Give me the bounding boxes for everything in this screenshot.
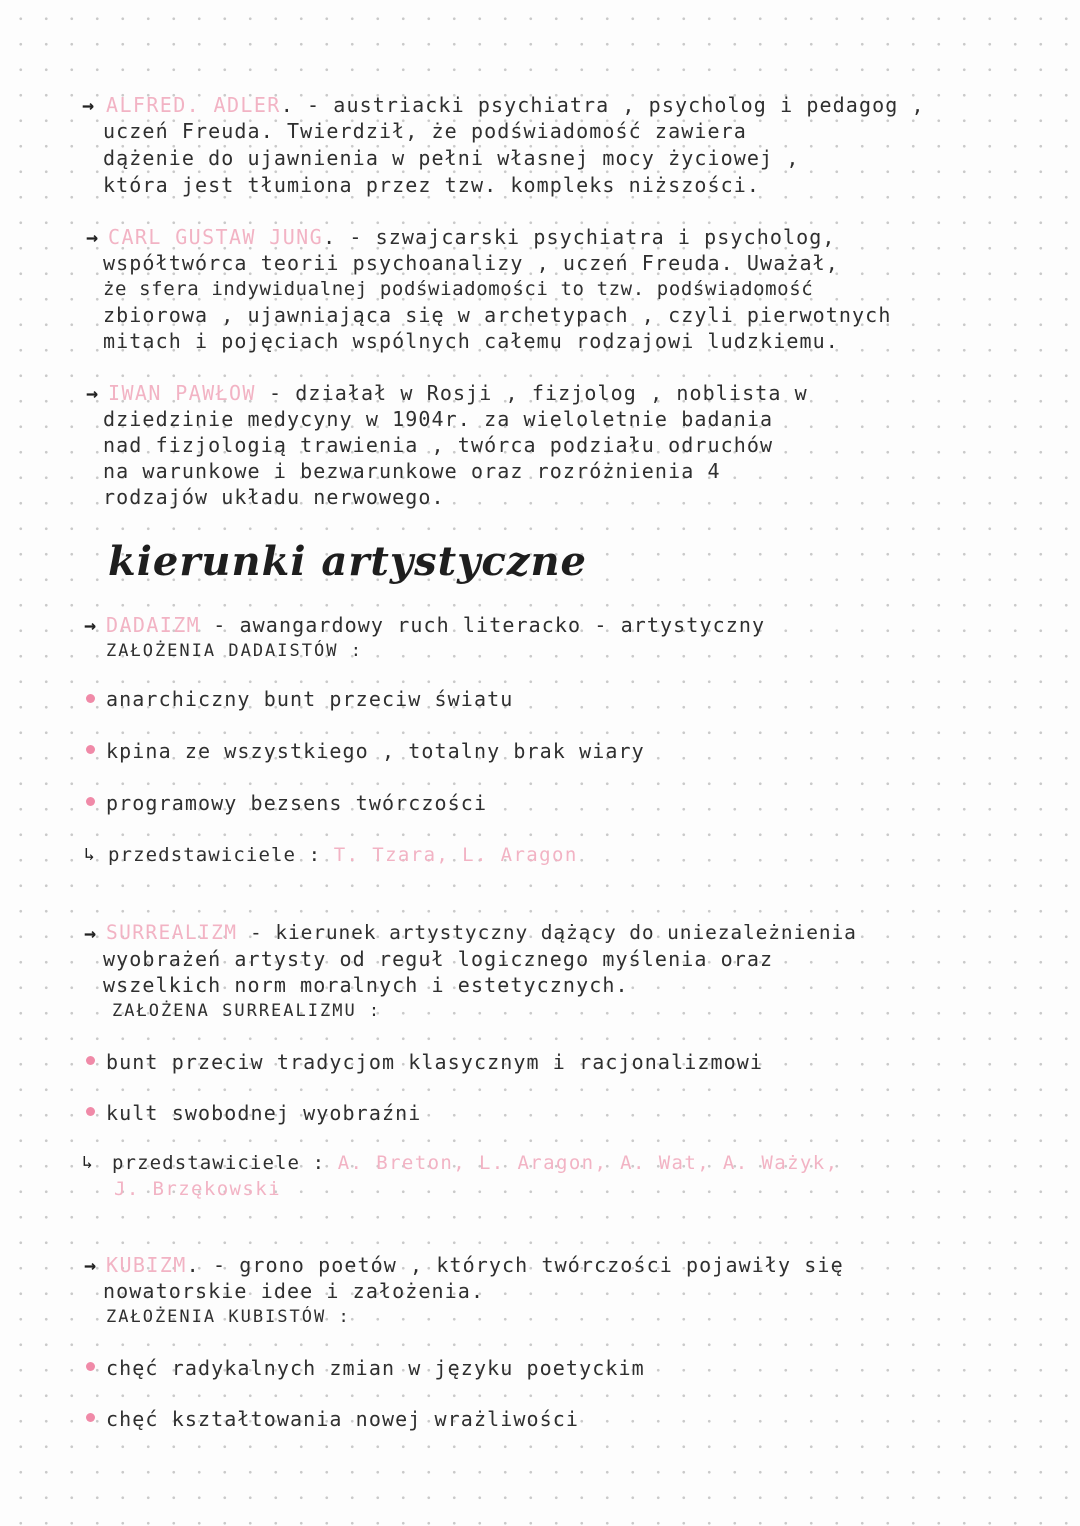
surrealizm-line-1: SURREALIZM - kierunek artystyczny dążący do uniezależnienia [106, 921, 857, 944]
sub-arrow-icon: ↳ [84, 844, 95, 865]
pawlow-line-2: dziedzinie medycyny w 1904r. za wieloletnie badania [103, 407, 774, 431]
pawlow-line-4: na warunkowe i bezwarunkowe oraz rozróżnienia 4 [103, 459, 721, 483]
surrealizm-reps: przedstawiciele : A. Breton, L. Aragon, A. Wat, A. Ważyk, [112, 1152, 839, 1174]
jung-line-5: mitach i pojęciach wspólnych całemu rodzajowi ludzkiemu. [103, 329, 839, 353]
adler-line-4: która jest tłumiona przez tzw. kompleks niższości. [103, 173, 761, 197]
bullet-icon [86, 694, 95, 703]
arrow-icon: → [84, 1253, 97, 1277]
pawlow-line-5: rodzajów układu nerwowego. [103, 485, 445, 509]
pawlow-line-1: IWAN PAWŁOW - działał w Rosji , fizjolog , noblista w [108, 381, 808, 405]
dadaizm-name: DADAIZM [106, 613, 201, 637]
dadaizm-bullet-3: programowy bezsens twórczości [106, 791, 488, 815]
sub-arrow-icon: ↳ [82, 1152, 93, 1173]
kubizm-bullet-2: chęć kształtowania nowej wrażliwości [106, 1407, 580, 1431]
adler-line-1: ALFRED. ADLER. - austriacki psychiatra , psycholog i pedagog , [106, 93, 925, 117]
dadaizm-reps: przedstawiciele : T. Tzara, L. Aragon [108, 844, 578, 866]
kubizm-subheading: ZAŁOŻENIA KUBISTÓW : [106, 1307, 351, 1327]
surrealizm-bullet-2: kult swobodnej wyobraźni [106, 1101, 422, 1125]
jung-line-2: współtwórca teorii psychoanalizy , uczeń Freuda. Uważał, [103, 251, 839, 275]
jung-line-1: CARL GUSTAW JUNG. - szwajcarski psychiatra i psycholog, [108, 225, 836, 249]
surrealizm-bullet-1: bunt przeciw tradycjom klasycznym i racjonalizmowi [106, 1050, 764, 1074]
pawlow-name: IWAN PAWŁOW [108, 381, 256, 405]
dadaizm-bullet-2: kpina ze wszystkiego , totalny brak wiary [106, 739, 645, 763]
bullet-icon [86, 797, 95, 806]
surrealizm-subheading: ZAŁOŻENA SURREALIZMU : [112, 1001, 382, 1021]
jung-line-4: zbiorowa , ujawniająca się w archetypach , czyli pierwotnych [103, 303, 892, 327]
bullet-icon [86, 1056, 95, 1065]
arrow-icon: → [86, 381, 99, 405]
surrealizm-line-3: wszelkich norm moralnych i estetycznych. [103, 973, 629, 997]
surrealizm-line-2: wyobrażeń artysty od reguł logicznego myślenia oraz [103, 947, 774, 971]
kubizm-line-2: nowatorskie idee i założenia. [103, 1279, 485, 1303]
section-heading: kierunki artystyczne [108, 538, 587, 585]
surrealizm-reps-continued: J. Brzękowski [114, 1178, 281, 1200]
jung-line-3: że sfera indywidualnej podświadomości to tzw. podświadomość [103, 278, 814, 300]
arrow-icon: → [84, 613, 97, 637]
adler-line-3: dążenie do ujawnienia w pełni własnej mocy życiowej , [103, 146, 800, 170]
adler-line-2: uczeń Freuda. Twierdził, że podświadomość zawiera [103, 119, 747, 143]
dadaizm-line-1: DADAIZM - awangardowy ruch literacko - artystyczny [106, 613, 766, 637]
arrow-icon: → [82, 93, 95, 117]
arrow-icon: → [86, 225, 99, 249]
bullet-icon [86, 745, 95, 754]
kubizm-bullet-1: chęć radykalnych zmian w języku poetyckim [106, 1356, 645, 1380]
kubizm-name: KUBIZM [106, 1253, 187, 1277]
jung-name: CARL GUSTAW JUNG [108, 225, 324, 249]
dadaizm-subheading: ZAŁOŻENIA DADAISTÓW : [106, 641, 363, 661]
arrow-icon: → [84, 921, 97, 945]
pawlow-line-3: nad fizjologią trawienia , twórca podziału odruchów [103, 433, 774, 457]
surrealizm-name: SURREALIZM [106, 921, 238, 944]
bullet-icon [86, 1362, 95, 1371]
bullet-icon [86, 1107, 95, 1116]
adler-name: ALFRED. ADLER [106, 93, 281, 117]
dadaizm-bullet-1: anarchiczny bunt przeciw światu [106, 687, 514, 711]
bullet-icon [86, 1413, 95, 1422]
kubizm-line-1: KUBIZM. - grono poetów , których twórczości pojawiły się [106, 1253, 844, 1277]
